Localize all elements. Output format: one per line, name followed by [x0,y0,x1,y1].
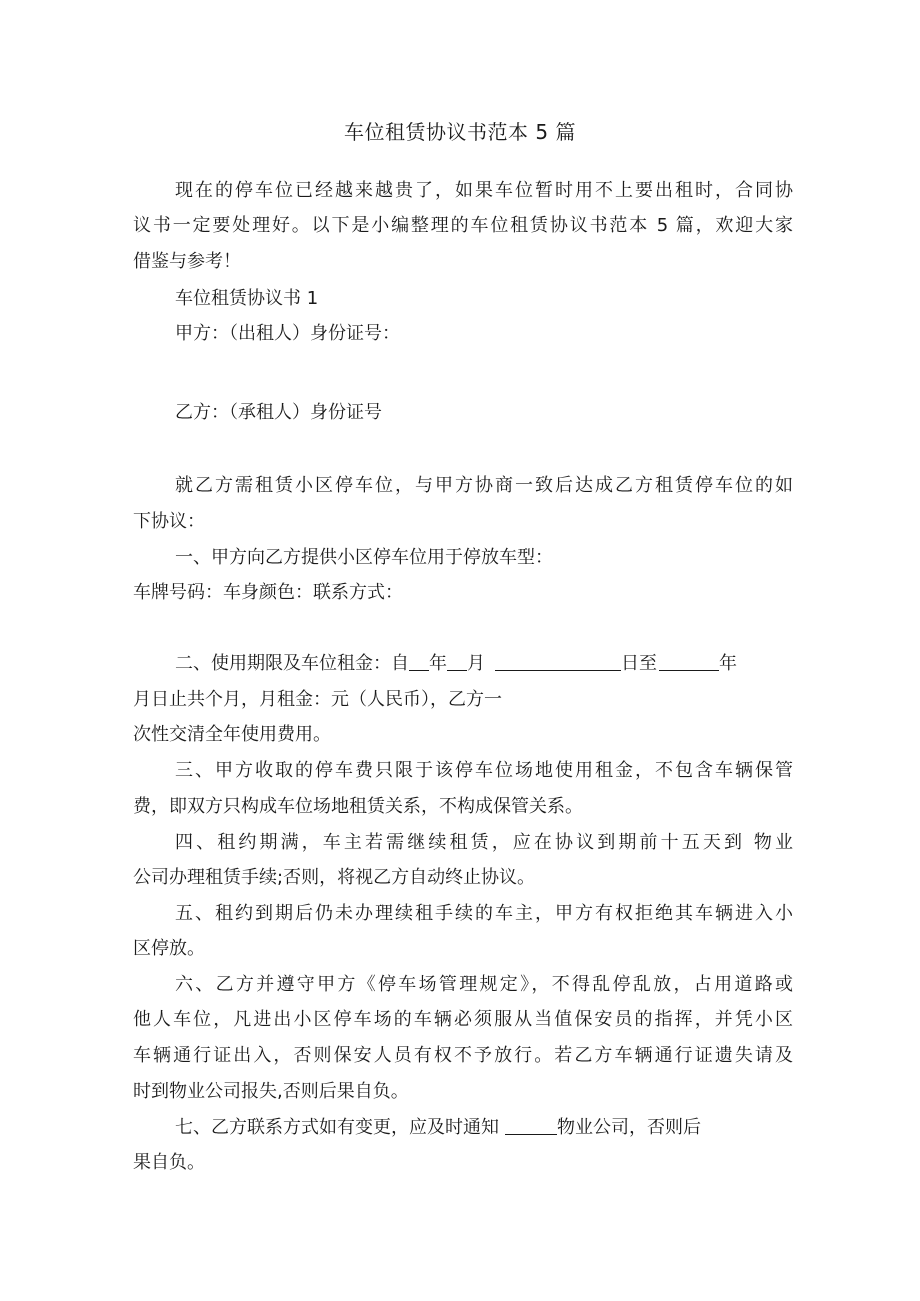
clause-2-line-3: 次性交清全年使用费用。 [133,724,331,745]
agreement-line-2: 下协议： [133,511,205,532]
blank-line [447,652,467,671]
document-title: 车位租赁协议书范本 5 篇 [344,120,576,144]
clause-7-part: 物业公司，否则后 [557,1117,701,1138]
clause-2-line-1 [175,651,793,677]
clause-6-line-3: 车辆通行证出入，否则保安人员有权不予放行。若乙方车辆通行证遗失请及 [133,1045,793,1066]
party-b-line: 乙方：（承租人）身份证号 [175,402,382,423]
clause-2-line-2: 月日止共个月，月租金：元（人民币），乙方一 [133,689,502,710]
clause-6-line-1: 六、乙方并遵守甲方《停车场管理规定》，不得乱停乱放，占用道路或 [175,974,793,995]
clause-6-line-4: 时到物业公司报失,否则后果自负。 [133,1081,409,1102]
agreement-line-1: 就乙方需租赁小区停车位，与甲方协商一致后达成乙方租赁停车位的如 [175,475,793,496]
clause-7-part: 七、乙方联系方式如有变更，应及时通知 [175,1117,499,1138]
clause-1: 一、甲方向乙方提供小区停车位用于停放车型： [175,547,553,568]
blank-line [409,652,429,671]
clause-5-line-2: 区停放。 [133,938,205,959]
clause-2-part: 年 [429,653,447,674]
clause-7-line-2: 果自负。 [133,1152,205,1173]
clause-2-part: 月 [467,653,485,674]
clause-2-part: 日至 [621,653,657,674]
blank-line [505,1116,557,1135]
section-heading: 车位租赁协议书 1 [175,288,319,309]
blank-line [495,652,621,671]
clause-3-line-1: 三、甲方收取的停车费只限于该停车位场地使用租金，不包含车辆保管 [175,760,793,781]
intro-line-2: 议书一定要处理好。以下是小编整理的车位租赁协议书范本 5 篇，欢迎大家 [133,215,793,236]
party-a-line: 甲方：（出租人）身份证号： [175,323,400,344]
clause-4-line-2: 公司办理租赁手续;否则，将视乙方自动终止协议。 [133,867,536,888]
intro-line-3: 借鉴与参考！ [133,251,241,272]
blank-line [659,652,719,671]
vehicle-info-line: 车牌号码：车身颜色：联系方式： [133,582,403,603]
clause-2-part: 年 [719,653,737,674]
intro-line-1: 现在的停车位已经越来越贵了，如果车位暂时用不上要出租时，合同协 [175,180,793,201]
clause-7-line-1 [175,1115,793,1141]
clause-4-line-1: 四、租约期满，车主若需继续租赁，应在协议到期前十五天到 物业 [175,832,793,853]
clause-6-line-2: 他人车位，凡进出小区停车场的车辆必须服从当值保安员的指挥，并凭小区 [133,1009,793,1030]
clause-2-part: 二、使用期限及车位租金：自 [175,653,409,674]
clause-5-line-1: 五、租约到期后仍未办理续租手续的车主，甲方有权拒绝其车辆进入小 [175,903,793,924]
clause-3-line-2: 费，即双方只构成车位场地租赁关系，不构成保管关系。 [133,796,583,817]
